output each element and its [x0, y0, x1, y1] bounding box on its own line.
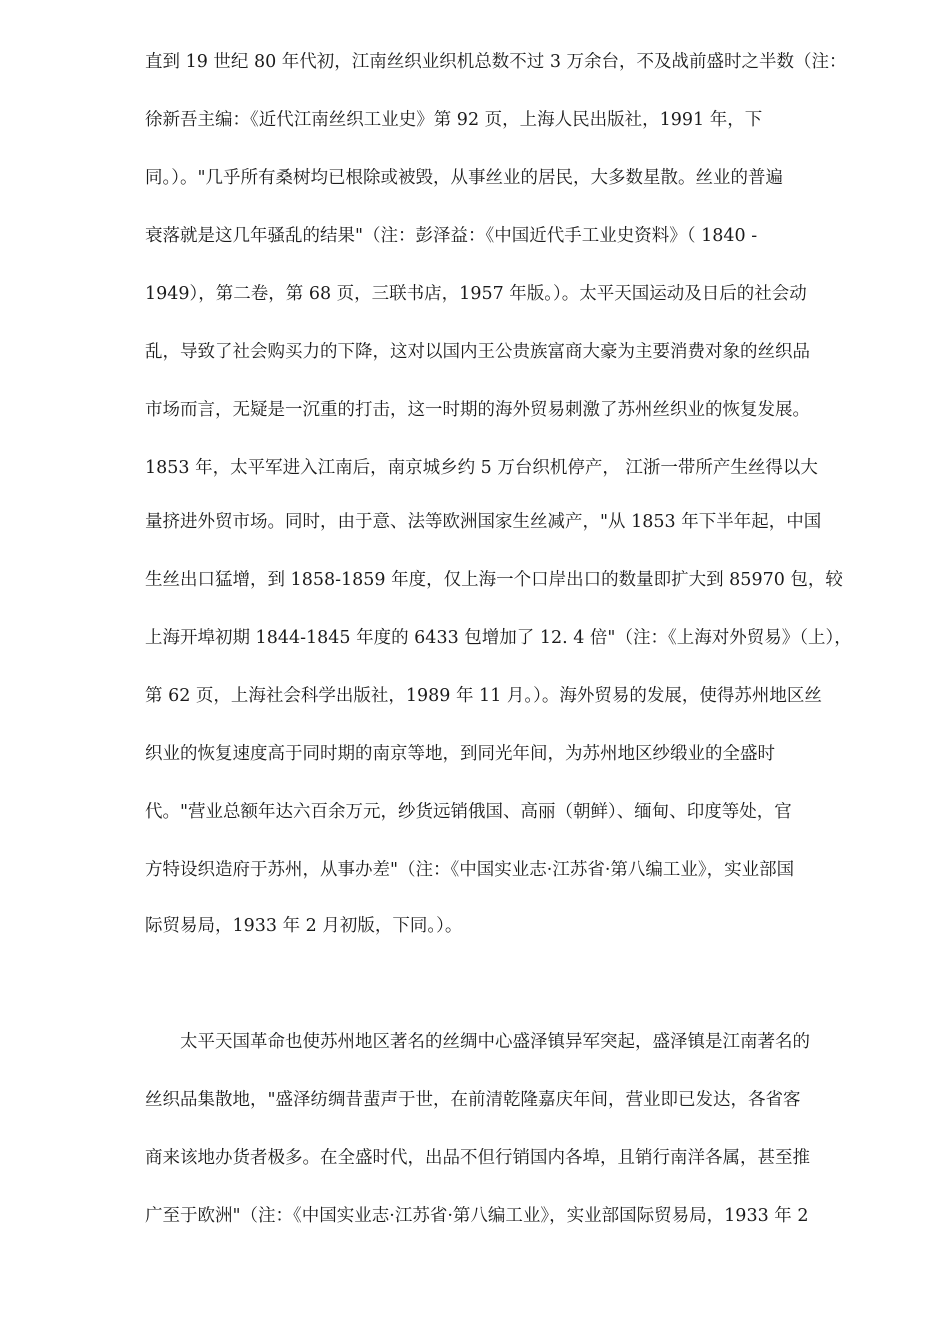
text-line: 商来该地办货者极多。在全盛时代，出品不但行销国内各埠，且销行南洋各属，甚至推: [145, 1148, 810, 1168]
text-line: 乱，导致了社会购买力的下降，这对以国内王公贵族富商大豪为主要消费对象的丝织品: [145, 342, 810, 362]
text-line: 织业的恢复速度高于同时期的南京等地，到同光年间，为苏州地区纱缎业的全盛时: [145, 744, 775, 764]
text-line: 代。"营业总额年达六百余万元，纱货远销俄国、高丽（朝鲜）、缅甸、印度等处，官: [145, 802, 792, 822]
text-line: 量挤进外贸市场。同时，由于意、法等欧洲国家生丝减产，"从 1853 年下半年起，中国: [145, 512, 822, 532]
text-line: 同。）。"几乎所有桑树均已根除或被毁，从事丝业的居民，大多数星散。丝业的普遍: [145, 168, 784, 188]
text-line: 1853 年，太平军进入江南后，南京城乡约 5 万台织机停产， 江浙一带所产生丝得以大: [145, 458, 818, 478]
text-line: 第 62 页，上海社会科学出版社，1989 年 11 月。）。海外贸易的发展，使得苏州地区丝: [145, 686, 822, 706]
text-line: 衰落就是这几年骚乱的结果"（注：彭泽益：《中国近代手工业史资料》（ 1840 -: [145, 226, 758, 246]
text-line: 徐新吾主编：《近代江南丝织工业史》第 92 页，上海人民出版社，1991 年，下: [145, 110, 763, 130]
text-line: 直到 19 世纪 80 年代初，江南丝织业织机总数不过 3 万余台，不及战前盛时之半数（注：: [145, 52, 847, 72]
text-line: 市场而言，无疑是一沉重的打击，这一时期的海外贸易刺激了苏州丝织业的恢复发展。: [145, 400, 810, 420]
text-line: 丝织品集散地，"盛泽纺绸昔蜚声于世，在前清乾隆嘉庆年间，营业即已发达，各省客: [145, 1090, 801, 1110]
text-line: 生丝出口猛增，到 1858-1859 年度，仅上海一个口岸出口的数量即扩大到 85970 包，较: [145, 570, 843, 590]
text-line: 太平天国革命也使苏州地区著名的丝绸中心盛泽镇异军突起，盛泽镇是江南著名的: [180, 1032, 810, 1052]
text-line: 上海开埠初期 1844-1845 年度的 6433 包增加了 12. 4 倍"（注：《上海对外贸易》（上），: [145, 628, 852, 648]
text-line: 际贸易局，1933 年 2 月初版，下同。）。: [145, 916, 463, 936]
text-line: 广至于欧洲"（注：《中国实业志·江苏省·第八编工业》，实业部国际贸易局，1933 年 2: [145, 1206, 809, 1226]
text-line: 方特设织造府于苏州，从事办差"（注：《中国实业志·江苏省·第八编工业》，实业部国: [145, 860, 795, 880]
text-line: 1949），第二卷，第 68 页，三联书店，1957 年版。）。太平天国运动及日后的社会动: [145, 284, 807, 304]
